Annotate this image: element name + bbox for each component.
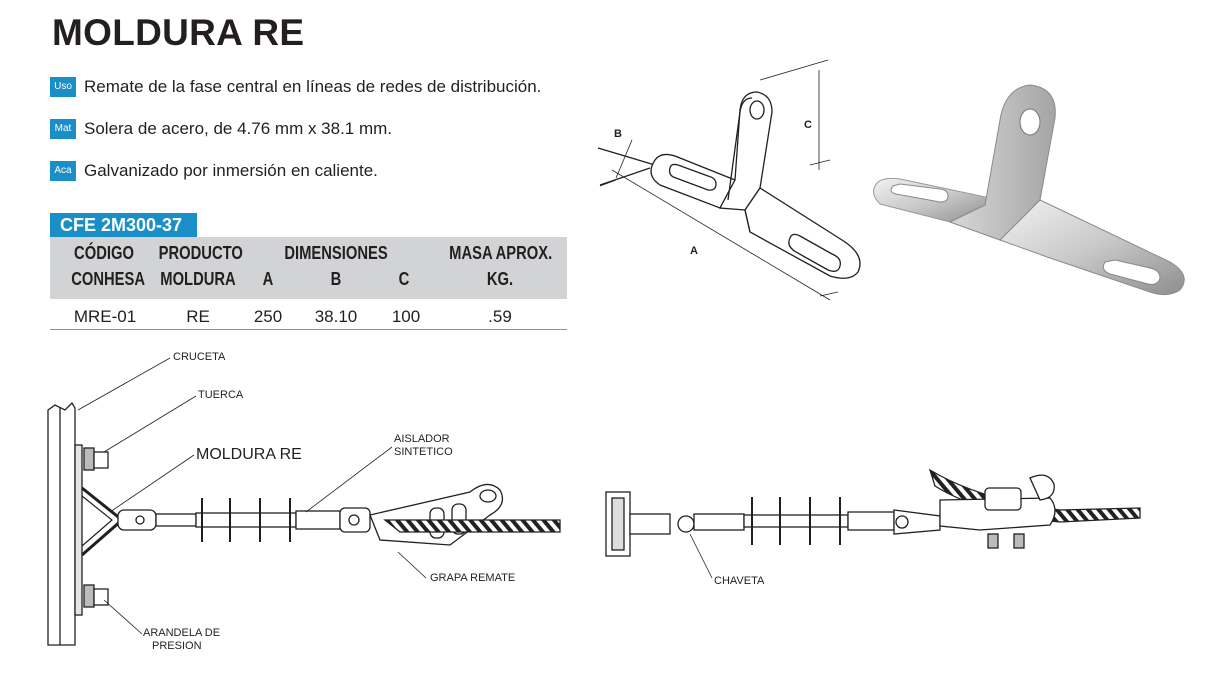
cell-c: 100 [391, 307, 421, 326]
cell-a: 250 [253, 307, 283, 326]
label-aislador-1: AISLADOR [394, 433, 450, 445]
label-chaveta: CHAVETA [714, 575, 765, 587]
assembly-left [48, 358, 560, 645]
cell-masa: .59 [488, 307, 512, 326]
bracket-line-drawing [598, 60, 860, 300]
cell-producto: RE [186, 307, 210, 326]
th-codigo-2: CONHESA [71, 269, 146, 289]
th-c: C [398, 269, 410, 289]
bracket-3d-render [873, 85, 1184, 295]
label-arandela-1: ARANDELA DE [143, 627, 221, 639]
uso-badge: Uso [50, 77, 76, 97]
standard-badge: CFE 2M300-37 [50, 213, 197, 237]
uso-text: Remate de la fase central en líneas de redes de distribución. [84, 77, 542, 96]
th-b: B [330, 269, 342, 289]
th-producto-2: MOLDURA [160, 269, 236, 289]
label-cruceta: CRUCETA [173, 351, 226, 363]
mat-badge: Mat [50, 119, 76, 139]
mat-text: Solera de acero, de 4.76 mm x 38.1 mm. [84, 119, 393, 138]
th-dimensiones: DIMENSIONES [284, 243, 388, 263]
th-codigo-1: CÓDIGO [74, 243, 134, 263]
dim-c-label: C [804, 119, 812, 131]
label-tuerca: TUERCA [198, 389, 244, 401]
label-moldura-re: MOLDURA RE [196, 446, 302, 463]
assembly-right [606, 470, 1140, 578]
label-grapa-remate: GRAPA REMATE [430, 572, 516, 584]
label-aislador-2: SINTETICO [394, 446, 453, 458]
aca-text: Galvanizado por inmersión en caliente. [84, 161, 378, 180]
cell-codigo: MRE-01 [73, 307, 137, 326]
th-a: A [262, 269, 274, 289]
cell-b: 38.10 [314, 307, 358, 326]
label-arandela-2: PRESION [152, 640, 202, 652]
th-masa-1: MASA APROX. [449, 243, 553, 263]
dim-b-label: B [614, 128, 622, 140]
th-masa-2: KG. [486, 269, 514, 289]
th-producto-1: PRODUCTO [158, 243, 243, 263]
aca-badge: Aca [50, 161, 76, 181]
page-title: MOLDURA RE [52, 12, 305, 53]
dim-a-label: A [690, 245, 698, 257]
